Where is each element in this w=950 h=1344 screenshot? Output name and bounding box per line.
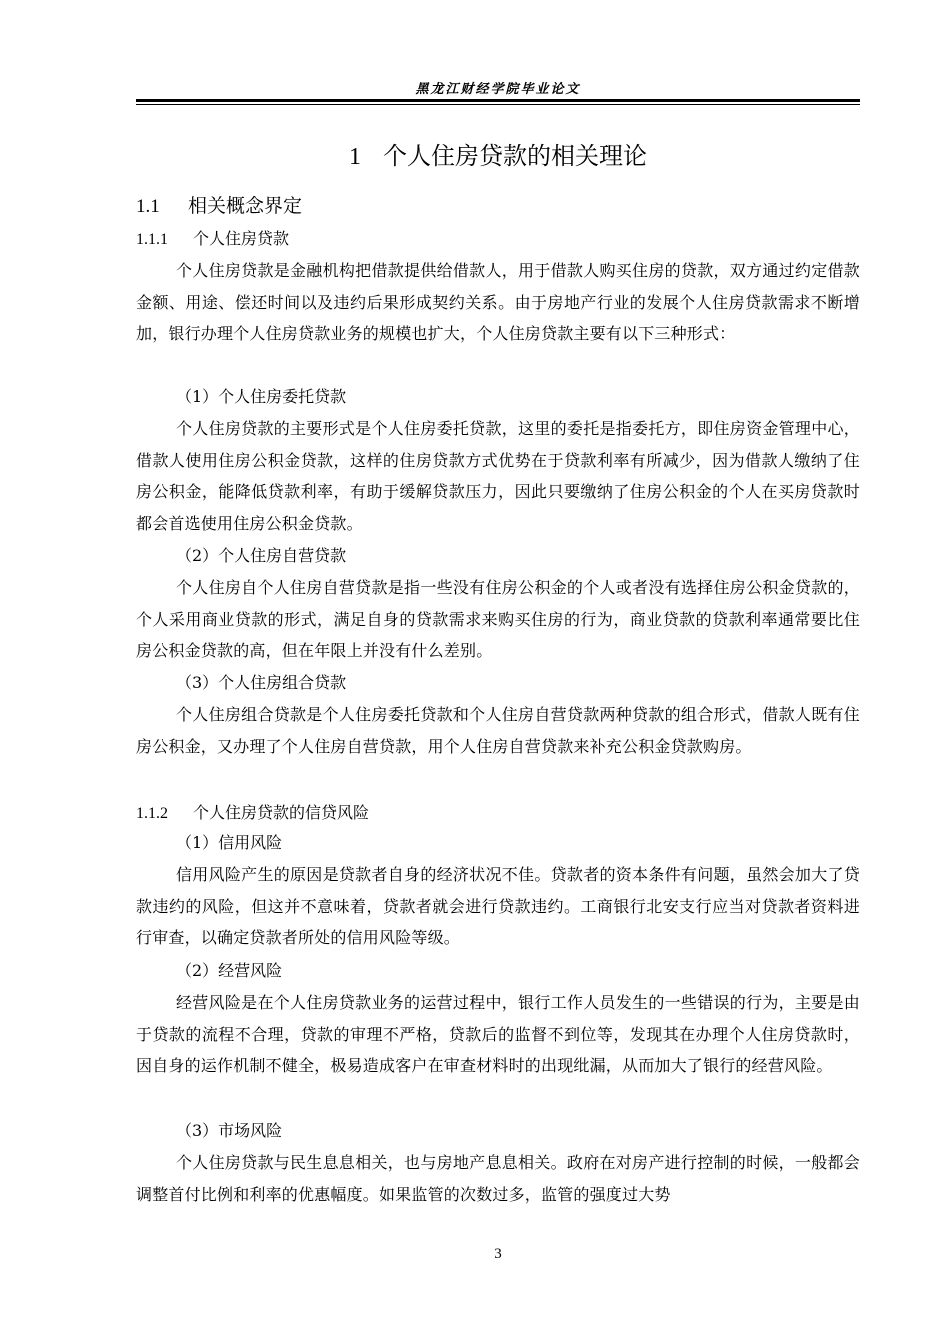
paragraph-intro: 个人住房贷款是金融机构把借款提供给借款人，用于借款人购买住房的贷款，双方通过约定借款金额、用途、偿还时间以及违约后果形成契约关系。由于房地产行业的发展个人住房贷款需求不断增加，银行办理个人住房贷款业务的规模也扩大，个人住房贷款主要有以下三种形式： [136, 261, 860, 343]
chapter-number: 1 [349, 144, 361, 170]
subsection-number: 1.1.1 [136, 231, 168, 248]
subsection-number: 1.1.2 [136, 805, 168, 822]
section-heading-1-1 [136, 191, 302, 218]
paragraph-combined-loan: 个人住房组合贷款是个人住房委托贷款和个人住房自营贷款两种贷款的组合形式，借款人既有住房公积金，又办理了个人住房自营贷款，用个人住房自营贷款来补充公积金贷款购房。 [136, 705, 860, 756]
list-heading-operational-risk: （2）经营风险 [176, 961, 283, 980]
list-heading-entrusted-loan: （1）个人住房委托贷款 [176, 387, 347, 406]
running-header: 黑龙江财经学院毕业论文 [415, 82, 581, 97]
subsection-title: 个人住房贷款 [193, 229, 290, 248]
paragraph-credit-risk: 信用风险产生的原因是贷款者自身的经济状况不佳。贷款者的资本条件有问题，虽然会加大了贷款违约的风险，但这并不意味着，贷款者就会进行贷款违约。工商银行北安支行应当对贷款者资料进行审查，以确定贷款者所处的信用风险等级。 [136, 865, 860, 947]
list-heading-credit-risk: （1）信用风险 [176, 833, 283, 852]
chapter-title: 个人住房贷款的相关理论 [383, 142, 647, 170]
section-number: 1.1 [136, 196, 160, 217]
header-rule-thin [136, 104, 860, 105]
subsection-title: 个人住房贷款的信贷风险 [193, 803, 370, 822]
paragraph-market-risk: 个人住房贷款与民生息息相关，也与房地产息息相关。政府在对房产进行控制的时候，一般都会调整首付比例和利率的优惠幅度。如果监管的次数过多，监管的强度过大势 [136, 1153, 860, 1204]
paragraph-operational-risk: 经营风险是在个人住房贷款业务的运营过程中，银行工作人员发生的一些错误的行为，主要是由于贷款的流程不合理，贷款的审理不严格，贷款后的监督不到位等，发现其在办理个人住房贷款时，因自身的运作机制不健全，极易造成客户在审查材料时的出现纰漏，从而加大了银行的经营风险。 [136, 993, 860, 1075]
list-heading-self-operated-loan: （2）个人住房自营贷款 [176, 546, 347, 565]
list-heading-combined-loan: （3）个人住房组合贷款 [176, 673, 347, 692]
subsection-heading-1-1-2 [136, 800, 369, 823]
page-number: 3 [494, 1246, 502, 1262]
section-title: 相关概念界定 [188, 195, 303, 217]
paragraph-self-operated-loan: 个人住房自个人住房自营贷款是指一些没有住房公积金的个人或者没有选择住房公积金贷款的，个人采用商业贷款的形式，满足自身的贷款需求来购买住房的行为，商业贷款的贷款利率通常要比住房公积金贷款的高，但在年限上并没有什么差别。 [136, 578, 860, 660]
chapter-heading [136, 136, 860, 171]
paragraph-entrusted-loan: 个人住房贷款的主要形式是个人住房委托贷款，这里的委托是指委托方，即住房资金管理中心，借款人使用住房公积金贷款，这样的住房贷款方式优势在于贷款利率有所减少，因为借款人缴纳了住房公积金，能降低贷款利率，有助于缓解贷款压力，因此只要缴纳了住房公积金的个人在买房贷款时都会首选使用住房公积金贷款。 [136, 419, 860, 533]
list-heading-market-risk: （3）市场风险 [176, 1121, 283, 1140]
header-rule-thick [136, 99, 860, 102]
subsection-heading-1-1-1 [136, 226, 289, 249]
